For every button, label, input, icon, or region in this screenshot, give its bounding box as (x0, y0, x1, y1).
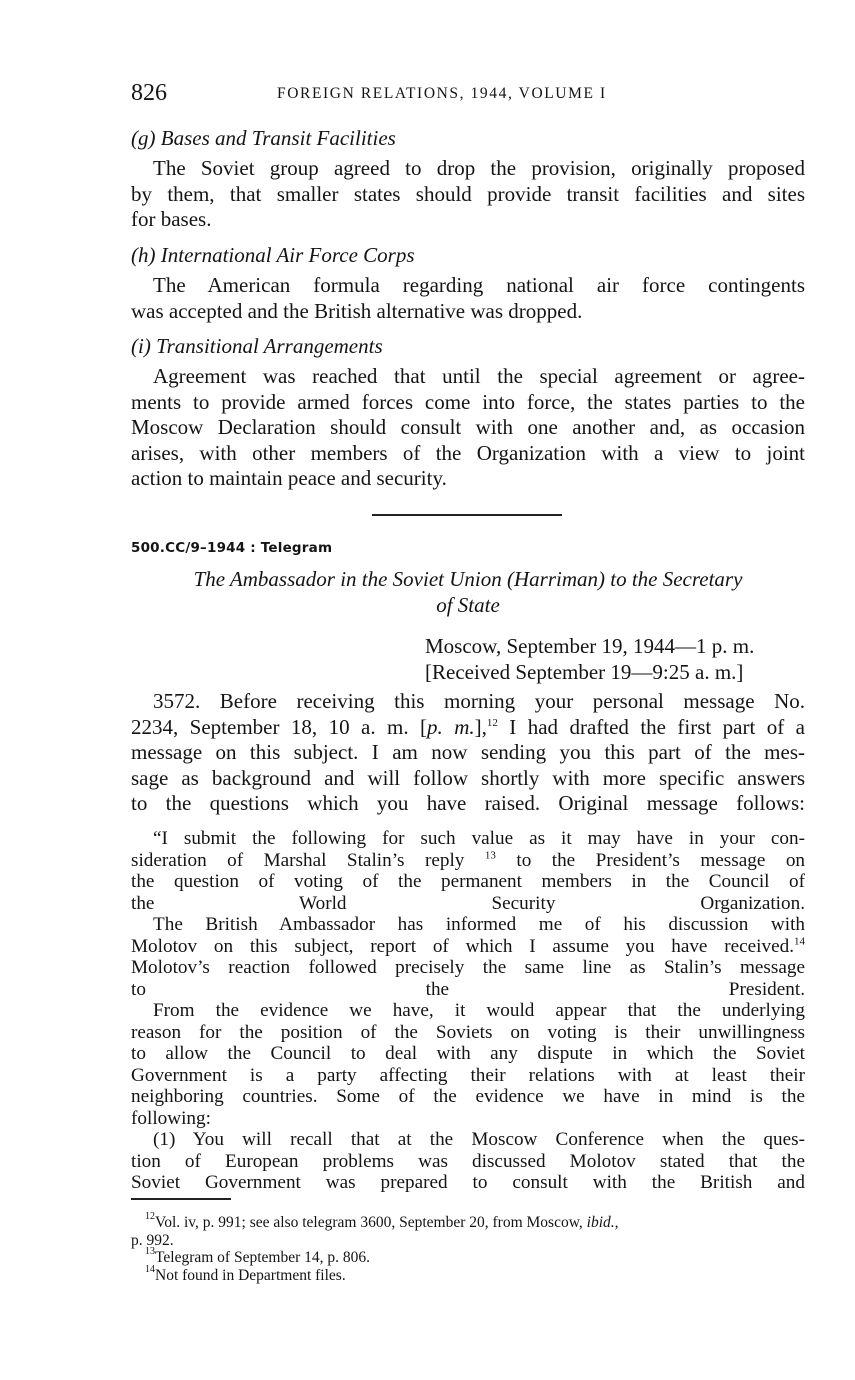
section-paragraph-h (131, 273, 805, 324)
quote-line: reason for the position of the Soviets on voting is their unwillingness (131, 1021, 805, 1043)
paragraph-line: message on this subject. I am now sending you this part of the mes- (131, 740, 805, 764)
quote-line: the question of voting of the permanent members in the Council of (131, 871, 805, 892)
text-run: p. m. (427, 714, 475, 739)
file-number: 500.CC/9–1944 : Telegram (131, 540, 333, 556)
text-run: Not found in Department files. (155, 1267, 346, 1285)
quote-line: to allow the Council to deal with any dispute in which the Soviet (131, 1043, 805, 1064)
text-run: Vol. iv, p. 991; see also telegram 3600, September 20, from Moscow, (155, 1214, 587, 1232)
paragraph-line: arises, with other members of the Organization with a view to joint (131, 440, 805, 465)
quote-line: neighboring countries. Some of the evidence we have in mind is the (131, 1086, 805, 1107)
quote-line: tion of European problems was discussed Molotov stated that the (131, 1150, 805, 1172)
footnote-14 (131, 1263, 805, 1285)
footnote-divider (131, 1198, 231, 1200)
paragraph-line: ments to provide armed forces come into force, the states parties to the (131, 389, 805, 414)
footnote-ref: 13 (484, 849, 496, 862)
text-run: Telegram of September 14, p. 806. (155, 1249, 370, 1267)
quote-line (131, 850, 805, 872)
section-heading-h (131, 243, 805, 268)
dateline: Moscow, September 19, 1944—1 p. m. (425, 634, 755, 658)
footnote-mark: 13 (145, 1246, 155, 1257)
paragraph-line: sage as background and will follow shortly with more specific answers (131, 765, 805, 790)
paragraph-line: to the questions which you have raised. Original message follows: (131, 791, 805, 815)
document-title-line: of State (436, 593, 500, 617)
text-run: Molotov on this subject, report of which I assume you have received. (131, 935, 794, 957)
section-title: International Air Force Corps (160, 243, 415, 267)
section-title: Transitional Arrangements (156, 334, 383, 358)
running-head: FOREIGN RELATIONS, 1944, VOLUME I (277, 85, 607, 102)
quote-line: to the President. (131, 978, 805, 1000)
page-number: 826 (131, 80, 167, 106)
quote-line (131, 936, 805, 958)
received-line: [Received September 19—9:25 a. m.] (425, 660, 744, 684)
quote-line: (1) You will recall that at the Moscow Conference when the ques- (153, 1129, 805, 1150)
section-divider (372, 514, 562, 516)
section-label: (h) (131, 243, 156, 267)
quote-line: Molotov’s reaction followed precisely the same line as Stalin’s message (131, 957, 805, 978)
quote-line: “I submit the following for such value as it may have in your con- (153, 828, 805, 849)
footnote-ref: 14 (794, 935, 805, 948)
document-title-line: The Ambassador in the Soviet Union (Harriman) to the Secretary (193, 567, 743, 591)
footnote-line: p. 992. (131, 1231, 174, 1249)
quote-line: Soviet Government was prepared to consult with the British and (131, 1172, 805, 1193)
telegram-body (131, 689, 805, 817)
text-run: ibid., (586, 1214, 619, 1232)
paragraph-line: 3572. Before receiving this morning your personal message No. (153, 689, 805, 713)
quote-line: From the evidence we have, it would appear that the underlying (153, 1000, 805, 1021)
quote-line: Government is a party affecting their relations with at least their (131, 1064, 805, 1086)
paragraph-line: The Soviet group agreed to drop the provision, originally proposed (153, 156, 805, 180)
text-run: ], (474, 714, 487, 739)
paragraph-line: by them, that smaller states should provide transit facilities and sites (131, 181, 805, 206)
paragraph-line: The American formula regarding national air force contingents (153, 273, 805, 297)
text-run: sideration of Marshal Stalin’s reply (131, 849, 465, 871)
section-heading-i (131, 334, 805, 359)
section-label: (i) (131, 334, 151, 358)
section-paragraph-i (131, 364, 805, 492)
paragraph-line: Agreement was reached that until the special agreement or agree- (153, 364, 805, 388)
footnote-mark: 12 (145, 1211, 155, 1222)
quote-line: the World Security Organization. (131, 892, 805, 914)
section-title: Bases and Transit Facilities (160, 126, 396, 150)
paragraph-line: Moscow Declaration should consult with one another and, as occasion (131, 415, 805, 439)
quoted-message (131, 828, 805, 1194)
text-run: 2234, September 18, 10 a. m. [ (131, 714, 428, 739)
section-heading-g (131, 126, 805, 151)
footnote-12 (131, 1210, 805, 1249)
paragraph-line: for bases. (131, 207, 212, 231)
text-run: to the President’s message on (495, 849, 806, 871)
paragraph-line (131, 715, 805, 741)
footnote-line (131, 1210, 805, 1232)
footnote-mark: 14 (145, 1264, 155, 1275)
quote-line: following: (131, 1107, 211, 1129)
document-title (131, 566, 805, 618)
paragraph-line: was accepted and the British alternative was dropped. (131, 298, 583, 323)
footnote-line (131, 1263, 805, 1285)
quote-line: The British Ambassador has informed me of his discussion with (153, 914, 805, 935)
section-paragraph-g (131, 156, 805, 233)
footnote-ref: 12 (486, 716, 498, 729)
section-label: (g) (131, 126, 156, 150)
paragraph-line: action to maintain peace and security. (131, 466, 447, 490)
text-run: I had drafted the first part of a (497, 714, 805, 739)
page-header (131, 80, 805, 114)
